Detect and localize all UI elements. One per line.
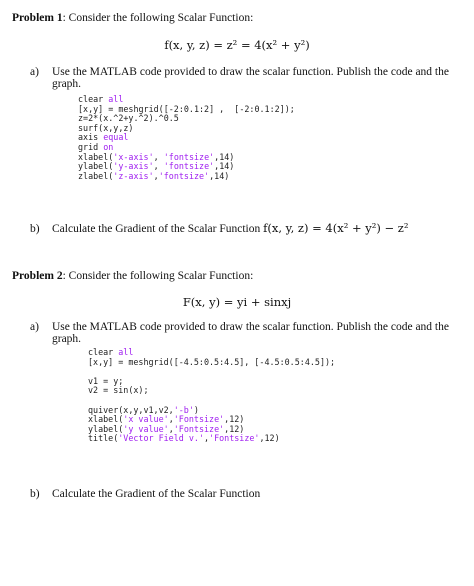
code-token: )	[193, 404, 199, 415]
code-keyword: 'Vector Field v.'	[118, 433, 204, 444]
code-token: clear	[78, 94, 109, 104]
item-a-text-line1: Use the MATLAB code provided to draw the scalar function. Publish the code and the	[52, 321, 449, 333]
code-token: [x,y] = meshgrid([-2:0.1:2] , [-2:0.1:2]);	[78, 103, 295, 114]
problem-2-item-a-line2: graph.	[52, 333, 82, 345]
code-token: ylabel(	[78, 161, 114, 172]
code-keyword: 'x-axis'	[113, 151, 154, 162]
code-token: ,	[203, 433, 210, 444]
code-token: ,	[153, 161, 164, 172]
item-a-text-line1: Use the MATLAB code provided to draw the scalar function. Publish the code and the	[52, 66, 449, 78]
code-token: axis	[78, 132, 104, 143]
problem-2-intro: : Consider the following Scalar Function:	[62, 270, 254, 282]
code-token: xlabel(	[78, 151, 114, 162]
item-b-label: b)	[30, 223, 40, 235]
code-line	[88, 434, 335, 444]
problem-2-formula: F(x, y) = yi + sinxj	[182, 295, 292, 309]
code-token: xlabel(	[88, 414, 124, 425]
code-keyword: '-b'	[173, 404, 194, 415]
code-token: ,	[153, 170, 159, 181]
code-token: ,	[168, 414, 174, 425]
code-token: quiver(x,y,v1,v2,	[88, 404, 174, 415]
problem-2-label: Problem 2	[12, 270, 63, 282]
code-line	[88, 367, 335, 377]
code-keyword: 'Fontsize'	[173, 423, 225, 434]
code-token: ,14)	[214, 151, 235, 162]
code-keyword: all	[108, 94, 124, 104]
item-a-label: a)	[30, 66, 39, 78]
code-token: ylabel(	[88, 423, 124, 434]
code-token: grid	[78, 141, 104, 152]
item-b-label: b)	[30, 488, 40, 500]
code-token: ,12)	[224, 423, 245, 434]
code-keyword: 'fontsize'	[163, 151, 215, 162]
problem-1-item-b	[30, 222, 408, 235]
code-keyword: 'z-axis'	[113, 170, 154, 181]
code-line	[88, 386, 335, 396]
code-keyword: equal	[103, 132, 129, 143]
code-token: ,12)	[224, 414, 245, 425]
code-keyword: 'y value'	[123, 423, 169, 434]
code-keyword: all	[118, 347, 134, 357]
code-token: ,14)	[214, 161, 235, 172]
problem-2-item-b	[30, 488, 260, 500]
code-token: clear	[88, 347, 119, 357]
code-keyword: 'x value'	[123, 414, 169, 425]
code-line	[78, 172, 295, 182]
problem-1-item-a-line2: graph.	[52, 78, 82, 90]
code-keyword: 'y-axis'	[113, 161, 154, 172]
item-b-text: Calculate the Gradient of the Scalar Function	[52, 223, 264, 235]
code-token: ,14)	[209, 170, 230, 181]
item-b-formula: f(x, y, z) = 4(x² + y²) − z²	[263, 221, 409, 235]
code-token: ,	[168, 423, 174, 434]
code-token: v2 = sin(x);	[88, 385, 149, 396]
code-token: v1 = y;	[88, 375, 124, 386]
code-keyword: 'Fontsize'	[173, 414, 225, 425]
code-keyword: 'fontsize'	[158, 170, 210, 181]
code-keyword: 'Fontsize'	[209, 433, 260, 444]
item-a-label: a)	[30, 321, 39, 333]
problem-2-item-a	[30, 321, 449, 333]
code-token: title(	[88, 433, 119, 444]
problem-1-heading	[12, 12, 253, 24]
code-token: ,12)	[259, 433, 280, 444]
problem-1-formula: f(x, y, z) = z² = 4(x² + y²)	[164, 38, 310, 52]
problem-2-heading	[12, 270, 253, 282]
problem-1-label: Problem 1	[12, 12, 63, 24]
item-b-text: Calculate the Gradient of the Scalar Function	[52, 488, 261, 500]
problem-2-code-block	[88, 348, 335, 444]
code-keyword: on	[103, 141, 114, 152]
code-token: [x,y] = meshgrid([-4.5:0.5:4.5], [-4.5:0.5:4.5]);	[88, 356, 336, 367]
code-line	[88, 358, 335, 368]
code-token: zlabel(	[78, 170, 114, 181]
code-keyword: 'fontsize'	[163, 161, 215, 172]
problem-1-code-block	[78, 95, 295, 181]
code-token: z=2*(x.^2+y.^2).^0.5	[78, 113, 179, 124]
code-token: ,	[153, 151, 164, 162]
code-token: surf(x,y,z)	[78, 122, 134, 133]
problem-1-item-a	[30, 66, 449, 78]
problem-1-intro: : Consider the following Scalar Function:	[62, 12, 254, 24]
